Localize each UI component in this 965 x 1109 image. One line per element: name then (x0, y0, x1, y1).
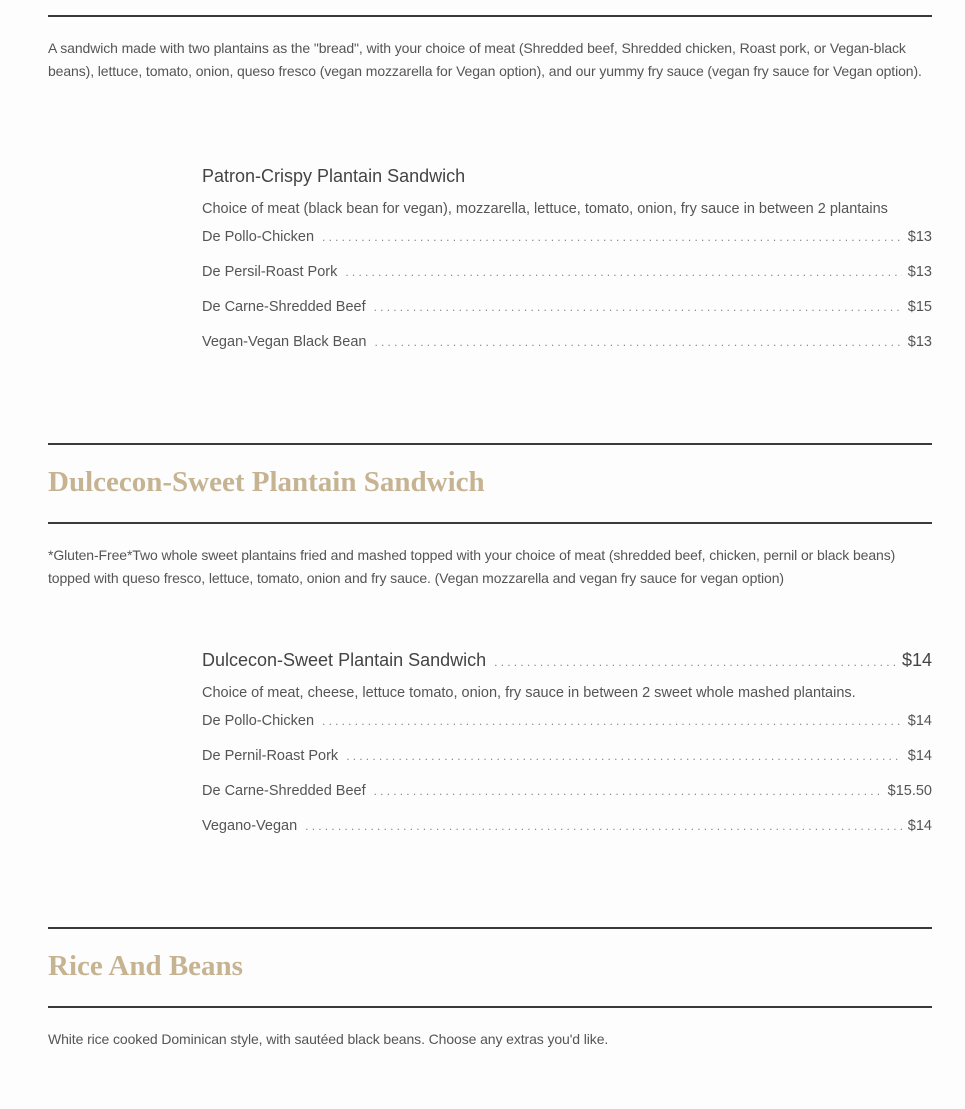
option-row[interactable] (202, 713, 932, 748)
section-divider (48, 927, 932, 929)
dot-leader (322, 230, 902, 244)
dot-leader (345, 265, 901, 279)
option-name: De Carne-Shredded Beef (202, 299, 366, 315)
section-description: *Gluten-Free*Two whole sweet plantains fried and mashed topped with your choice of meat (shredded beef, chicken, pernil or black beans) topped with queso fresco, lettuce, tomato, onion and fry sauce. (Vegan mozzarella and vegan fry sauce for vegan option) (48, 547, 896, 586)
menu-item (202, 650, 932, 853)
option-name: De Pollo-Chicken (202, 713, 315, 729)
menu-item-header (202, 166, 932, 187)
menu-item-description: Choice of meat (black bean for vegan), mozzarella, lettuce, tomato, onion, fry sauce in between 2 plantains (202, 201, 888, 217)
option-price: $14 (907, 713, 932, 729)
dot-leader (494, 655, 896, 669)
section-description: A sandwich made with two plantains as the "bread", with your choice of meat (Shredded beef, Shredded chicken, Roast pork, or Vegan-black beans), lettuce, tomato, onion, queso fresco (vegan mozzarella for Vegan option), and our yummy fry sauce (vegan fry sauce for Vegan option). (48, 40, 922, 79)
section-title: Rice And Beans (48, 950, 243, 982)
option-list (202, 713, 932, 853)
option-name: Vegan-Vegan Black Bean (202, 334, 367, 350)
dot-leader (374, 784, 882, 798)
option-name: Vegano-Vegan (202, 818, 298, 834)
menu-item-title: Dulcecon-Sweet Plantain Sandwich (202, 650, 487, 670)
section-divider (48, 443, 932, 445)
dot-leader (346, 749, 902, 763)
option-name: De Persil-Roast Pork (202, 264, 338, 280)
option-row[interactable] (202, 334, 932, 369)
option-price: $14 (907, 748, 932, 764)
option-list (202, 229, 932, 369)
section-title: Dulcecon-Sweet Plantain Sandwich (48, 466, 485, 498)
option-row[interactable] (202, 783, 932, 818)
option-price: $13 (907, 334, 932, 350)
option-row[interactable] (202, 264, 932, 299)
dot-leader (322, 714, 902, 728)
option-row[interactable] (202, 748, 932, 783)
menu-item-header (202, 650, 932, 671)
option-price: $14 (907, 818, 932, 834)
dot-leader (374, 335, 901, 349)
menu-item-price: $14 (901, 650, 932, 670)
option-price: $15 (907, 299, 932, 315)
option-row[interactable] (202, 818, 932, 853)
section-divider (48, 1006, 932, 1008)
dot-leader (305, 819, 902, 833)
option-row[interactable] (202, 229, 932, 264)
option-price: $13 (907, 229, 932, 245)
dot-leader (374, 300, 902, 314)
option-name: De Pernil-Roast Pork (202, 748, 339, 764)
option-name: De Carne-Shredded Beef (202, 783, 366, 799)
menu-item (202, 166, 932, 369)
option-price: $15.50 (887, 783, 932, 799)
option-price: $13 (907, 264, 932, 280)
option-name: De Pollo-Chicken (202, 229, 315, 245)
section-divider (48, 522, 932, 524)
section-divider (48, 15, 932, 17)
option-row[interactable] (202, 299, 932, 334)
menu-item-title: Patron-Crispy Plantain Sandwich (202, 166, 466, 186)
section-description: White rice cooked Dominican style, with sautéed black beans. Choose any extras you'd like. (48, 1031, 609, 1047)
menu-item-description: Choice of meat, cheese, lettuce tomato, onion, fry sauce in between 2 sweet whole mashed plantains. (202, 685, 856, 701)
